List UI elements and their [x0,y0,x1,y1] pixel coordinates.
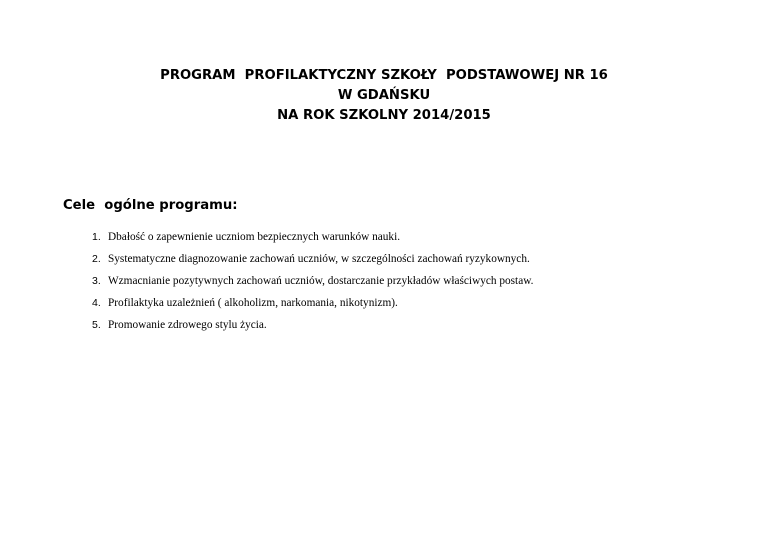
list-item-text: Profilaktyka uzależnień ( alkoholizm, narkomania, nikotynizm). [108,297,398,309]
list-item [92,252,533,274]
list-item [92,318,533,340]
section-heading: Cele ogólne programu: [63,198,238,213]
list-item-number: 1. [92,231,101,243]
list-item-number: 4. [92,297,101,309]
list-item-text: Promowanie zdrowego stylu życia. [108,319,267,331]
goals-list [92,230,533,340]
list-item-text: Dbałość o zapewnienie uczniom bezpiecznych warunków nauki. [108,231,401,243]
list-item-number: 5. [92,319,101,331]
title-line-3: NA ROK SZKOLNY 2014/2015 [277,108,491,123]
title-line-1: PROGRAM PROFILAKTYCZNY SZKOŁY PODSTAWOWEJ NR 16 [160,68,608,83]
list-item [92,274,533,296]
list-item [92,296,533,318]
list-item-text: Wzmacnianie pozytywnych zachowań uczniów, dostarczanie przykładów właściwych postaw. [108,275,534,287]
title-line-2: W GDAŃSKU [337,88,431,103]
document-title [0,66,768,126]
list-item [92,230,533,252]
list-item-number: 2. [92,253,101,265]
list-item-text: Systematyczne diagnozowanie zachowań uczniów, w szczególności zachowań ryzykownych. [108,253,530,265]
list-item-number: 3. [92,275,101,287]
